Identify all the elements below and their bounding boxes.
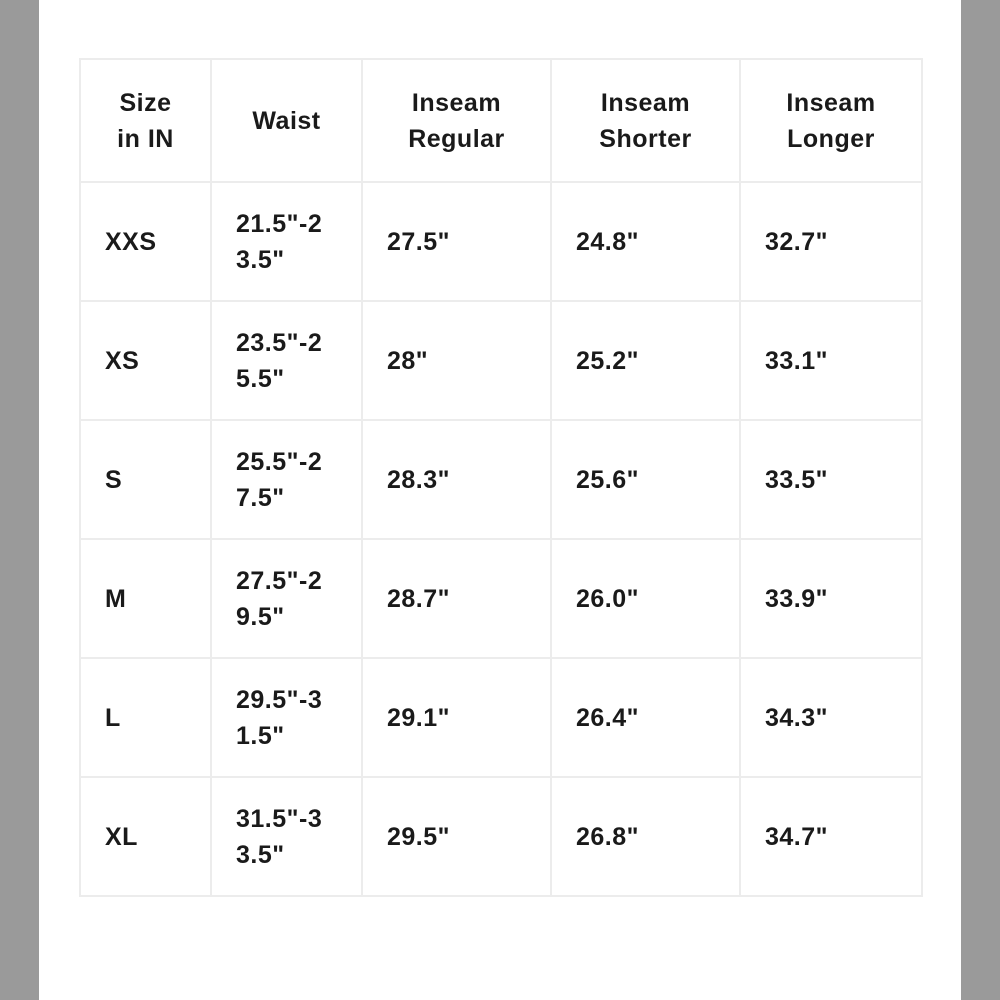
cell-inseam-shorter: 25.2" <box>551 301 740 420</box>
cell-waist: 23.5"-2 5.5" <box>211 301 362 420</box>
table-row <box>80 777 922 896</box>
header-inseam-regular: Inseam Regular <box>362 59 551 182</box>
cell-inseam-regular: 28" <box>362 301 551 420</box>
cell-waist: 31.5"-3 3.5" <box>211 777 362 896</box>
cell-waist: 27.5"-2 9.5" <box>211 539 362 658</box>
cell-size: XL <box>80 777 211 896</box>
cell-inseam-regular: 28.3" <box>362 420 551 539</box>
table-header-row <box>80 59 922 182</box>
cell-size: M <box>80 539 211 658</box>
cell-size: XS <box>80 301 211 420</box>
cell-size: S <box>80 420 211 539</box>
cell-inseam-longer: 32.7" <box>740 182 922 301</box>
table-row <box>80 182 922 301</box>
cell-inseam-regular: 27.5" <box>362 182 551 301</box>
table-row <box>80 658 922 777</box>
cell-inseam-regular: 28.7" <box>362 539 551 658</box>
cell-size: XXS <box>80 182 211 301</box>
cell-inseam-shorter: 26.4" <box>551 658 740 777</box>
cell-inseam-shorter: 26.8" <box>551 777 740 896</box>
cell-inseam-longer: 34.7" <box>740 777 922 896</box>
table-row <box>80 301 922 420</box>
cell-inseam-longer: 33.1" <box>740 301 922 420</box>
cell-inseam-longer: 34.3" <box>740 658 922 777</box>
cell-inseam-shorter: 25.6" <box>551 420 740 539</box>
table-row <box>80 420 922 539</box>
cell-inseam-regular: 29.1" <box>362 658 551 777</box>
cell-inseam-regular: 29.5" <box>362 777 551 896</box>
cell-size: L <box>80 658 211 777</box>
cell-inseam-longer: 33.5" <box>740 420 922 539</box>
header-waist: Waist <box>211 59 362 182</box>
cell-waist: 21.5"-2 3.5" <box>211 182 362 301</box>
header-size: Size in IN <box>80 59 211 182</box>
cell-inseam-shorter: 26.0" <box>551 539 740 658</box>
cell-inseam-longer: 33.9" <box>740 539 922 658</box>
header-inseam-shorter: Inseam Shorter <box>551 59 740 182</box>
cell-waist: 29.5"-3 1.5" <box>211 658 362 777</box>
cell-waist: 25.5"-2 7.5" <box>211 420 362 539</box>
cell-inseam-shorter: 24.8" <box>551 182 740 301</box>
page-background <box>39 0 961 1000</box>
table-row <box>80 539 922 658</box>
size-chart-table <box>79 58 923 897</box>
header-inseam-longer: Inseam Longer <box>740 59 922 182</box>
